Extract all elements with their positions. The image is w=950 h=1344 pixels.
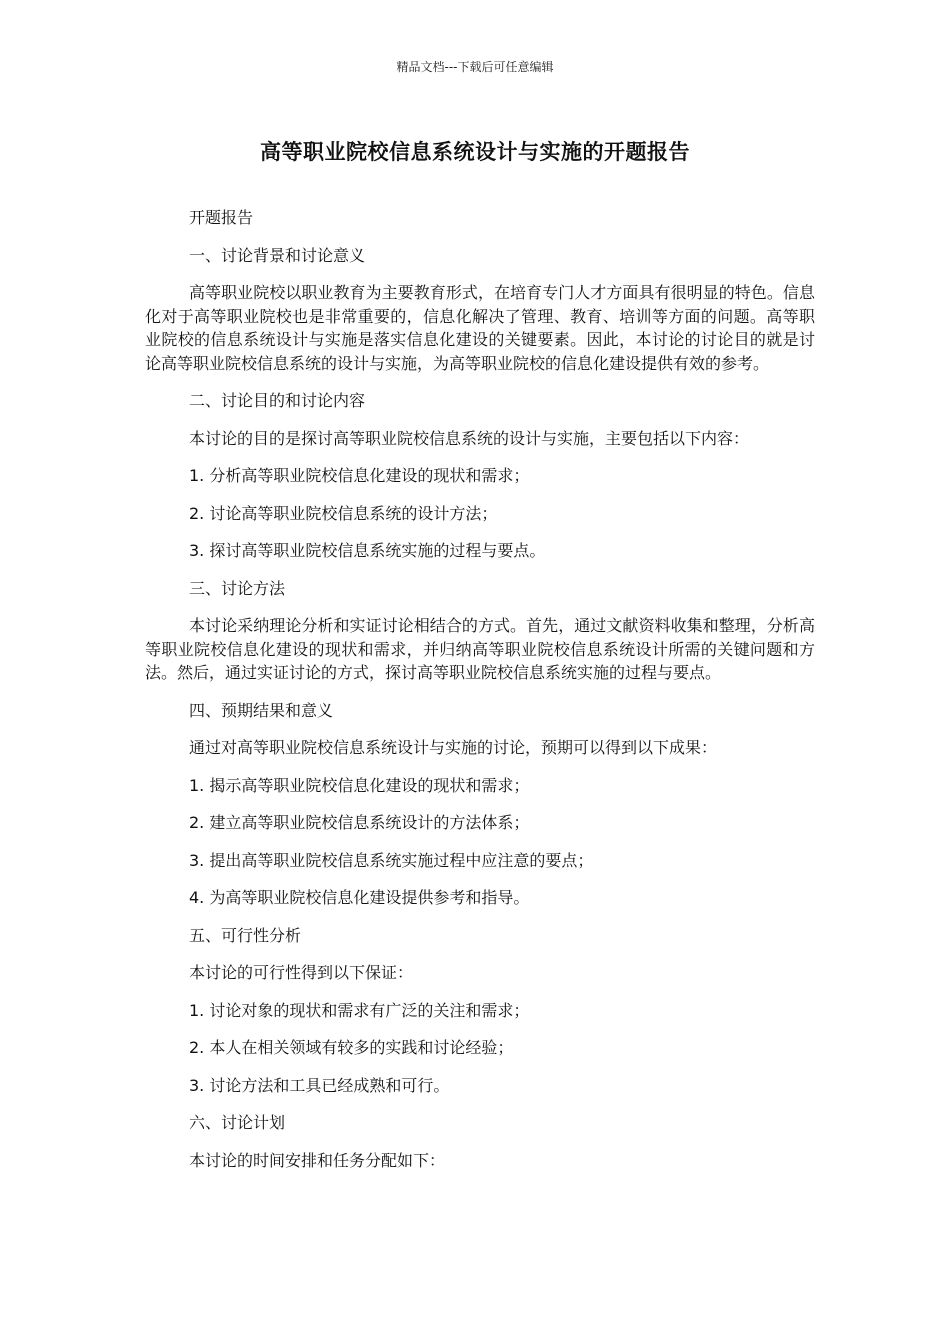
section-heading-results: 四、预期结果和意义 <box>189 700 334 720</box>
paragraph-purpose-intro: 本讨论的目的是探讨高等职业院校信息系统的设计与实施，主要包括以下内容： <box>189 428 750 448</box>
document-body <box>145 206 815 1186</box>
list-item: 1. 分析高等职业院校信息化建设的现状和需求； <box>189 466 530 485</box>
section-heading-purpose: 二、讨论目的和讨论内容 <box>189 391 366 410</box>
section-heading-method: 三、讨论方法 <box>189 578 286 598</box>
list-item: 2. 建立高等职业院校信息系统设计的方法体系； <box>189 813 530 832</box>
list-item: 3. 探讨高等职业院校信息系统实施的过程与要点。 <box>189 541 546 560</box>
section-heading-background: 一、讨论背景和讨论意义 <box>189 245 366 265</box>
list-item: 1. 揭示高等职业院校信息化建设的现状和需求； <box>189 775 530 795</box>
list-item: 1. 讨论对象的现状和需求有广泛的关注和需求； <box>189 1000 530 1020</box>
paragraph-method: 本讨论采纳理论分析和实证讨论相结合的方式。首先，通过文献资料收集和整理，分析高等职业院校信息化建设的现状和需求，并归纳高等职业院校信息系统设计所需的关键问题和方法。然后，通过实证讨论的方式，探讨高等职业院校信息系统实施的过程与要点。 <box>145 616 815 682</box>
paragraph-plan-intro: 本讨论的时间安排和任务分配如下： <box>189 1150 446 1170</box>
list-item: 2. 讨论高等职业院校信息系统的设计方法； <box>189 503 498 523</box>
section-heading-feasibility: 五、可行性分析 <box>189 925 302 945</box>
list-item: 2. 本人在相关领域有较多的实践和讨论经验； <box>189 1038 514 1057</box>
page-title: 高等职业院校信息系统设计与实施的开题报告 <box>260 140 690 164</box>
section-heading-plan: 六、讨论计划 <box>189 1113 286 1132</box>
paragraph-feasibility-intro: 本讨论的可行性得到以下保证： <box>189 963 414 982</box>
list-item: 3. 讨论方法和工具已经成熟和可行。 <box>189 1075 450 1095</box>
paragraph-report-label: 开题报告 <box>189 208 254 227</box>
paragraph-background: 高等职业院校以职业教育为主要教育形式，在培育专门人才方面具有很明显的特色。信息化对于高等职业院校也是非常重要的，信息化解决了管理、教育、培训等方面的问题。高等职业院校的信息系统设计与实施是落实信息化建设的关键要素。因此，本讨论的讨论目的就是讨论高等职业院校信息系统的设计与实施，为高等职业院校的信息化建设提供有效的参考。 <box>145 283 815 373</box>
header-note: 精品文档---下载后可任意编辑 <box>396 60 554 74</box>
list-item: 4. 为高等职业院校信息化建设提供参考和指导。 <box>189 888 530 907</box>
list-item: 3. 提出高等职业院校信息系统实施过程中应注意的要点； <box>189 850 594 870</box>
paragraph-results-intro: 通过对高等职业院校信息系统设计与实施的讨论，预期可以得到以下成果： <box>189 738 718 757</box>
